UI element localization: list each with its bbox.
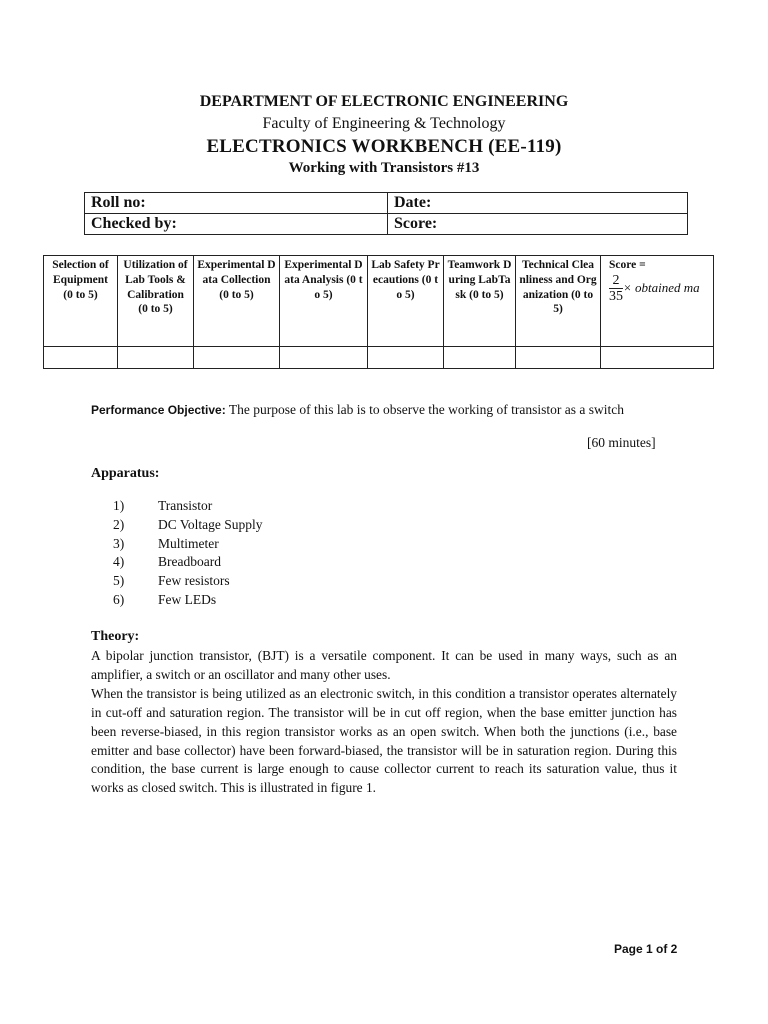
rubric-entry-row [44,347,714,369]
theory-body [91,647,677,798]
faculty-heading: Faculty of Engineering & Technology [262,115,506,132]
info-table [84,192,688,235]
list-item-number: 4) [113,554,125,570]
theory-paragraph: A bipolar junction transistor, (BJT) is a versatile component. It can be used in many ways, such as an amplifier, a switch or an oscillator and many other uses. [91,648,677,682]
list-item-text: Transistor [158,498,213,513]
info-row [85,214,688,235]
rubric-cell[interactable] [44,347,118,369]
checked-by-field: Checked by: [85,214,388,235]
rubric-header-row [44,256,714,347]
roll-no-field: Roll no: [85,193,388,214]
list-item-number: 1) [113,498,125,513]
list-item-text: DC Voltage Supply [158,516,263,532]
rubric-header-utilization: Utilization of Lab Tools & Calibration (0 to 5) [118,256,194,347]
score-numerator: 2 [609,273,623,289]
performance-objective [91,402,624,418]
rubric-table [43,255,714,369]
theory-title: Theory: [91,629,140,644]
page-number: Page 1 of 2 [614,942,678,956]
list-item-text: Breadboard [158,554,221,570]
department-heading: DEPARTMENT OF ELECTRONIC ENGINEERING [199,93,569,110]
objective-label: Performance Objective: [91,403,226,417]
apparatus-title: Apparatus: [91,466,160,481]
rubric-cell[interactable] [516,347,601,369]
rubric-header-data-collection: Experimental Data Collection (0 to 5) [194,256,280,347]
rubric-header-cleanliness: Technical Cleanliness and Organization (0 to 5) [516,256,601,347]
list-item-number: 3) [113,535,125,551]
rubric-header-lab-safety: Lab Safety Precautions (0 to 5) [368,256,444,347]
date-field: Date: [388,193,688,214]
score-field: Score: [388,214,688,235]
score-label: Score = [609,259,646,271]
list-item-number: 5) [113,573,125,589]
rubric-header-data-analysis: Experimental Data Analysis (0 to 5) [280,256,368,347]
score-fraction [609,273,623,304]
lab-title: Working with Transistors #13 [288,160,480,176]
rubric-cell[interactable] [194,347,280,369]
course-title: ELECTRONICS WORKBENCH (EE-119) [206,136,562,157]
objective-text: The purpose of this lab is to observe the working of transistor as a switch [225,402,625,417]
list-item-text: Multimeter [158,535,219,551]
duration: [60 minutes] [587,435,656,450]
score-formula-rest: × obtained ma [623,279,700,295]
rubric-header-teamwork: Teamwork During LabTask (0 to 5) [444,256,516,347]
list-item-number: 6) [113,591,125,607]
rubric-cell[interactable] [368,347,444,369]
rubric-cell[interactable] [280,347,368,369]
rubric-cell[interactable] [601,347,714,369]
rubric-cell[interactable] [118,347,194,369]
theory-paragraph: When the transistor is being utilized as an electronic switch, in this condition a transistor operates alternately in cut-off and saturation region. The transistor will be in cut off region, when the base emitter junction has been reverse-biased, in this region transistor works as an open switch. When both the junctions (i.e., base emitter and base collector) have been forward-biased, the transistor will be in saturation region. During this condition, the base current is large enough to cause collector current to reach its saturation value, thus it works as closed switch. This is illustrated in figure 1. [91,685,677,796]
list-item-number: 2) [113,516,125,532]
list-item-text: Few LEDs [158,591,217,607]
list-item-text: Few resistors [158,573,230,589]
score-denominator: 35 [609,288,623,304]
info-row [85,193,688,214]
rubric-header-selection: Selection of Equipment (0 to 5) [44,256,118,347]
rubric-header-score [601,256,714,347]
rubric-cell[interactable] [444,347,516,369]
